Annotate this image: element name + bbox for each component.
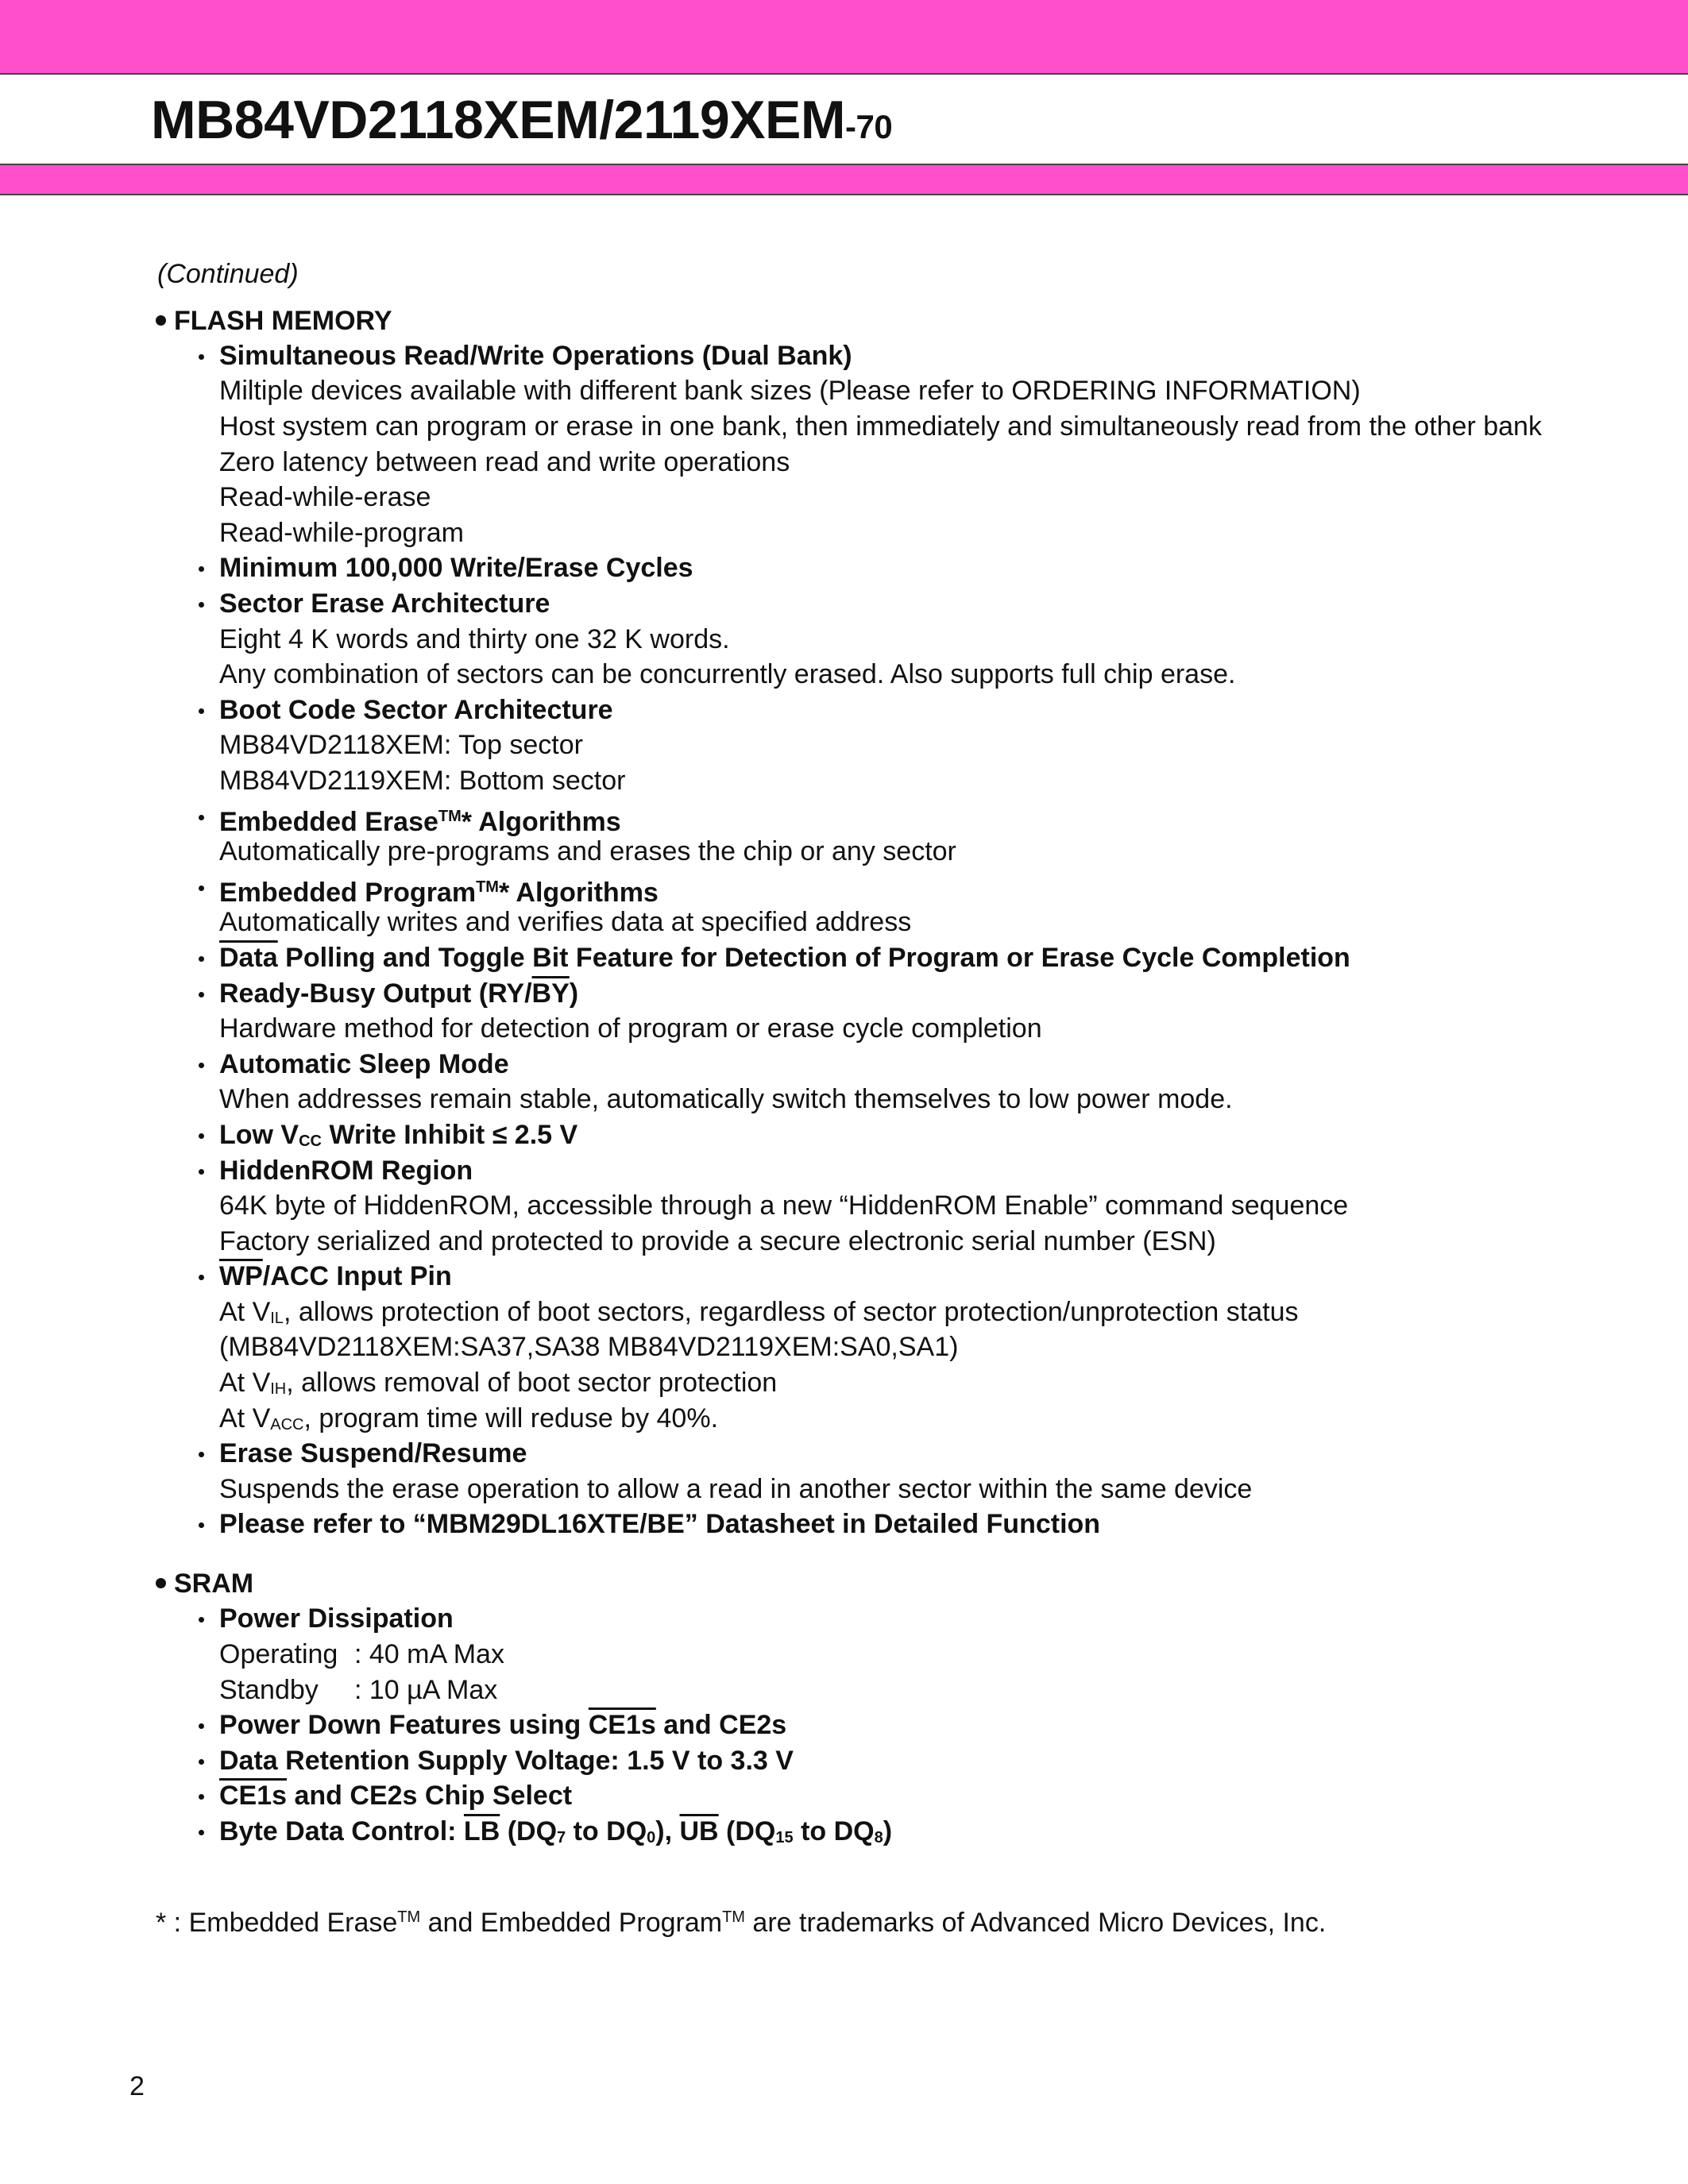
feature-item: Erase Suspend/Resume	[199, 1436, 506, 1472]
bullet-icon	[199, 1063, 204, 1068]
feature-item: Data Retention Supply Voltage: 1.5 V to 3.3 V	[199, 1743, 773, 1779]
bullet-icon	[199, 1759, 204, 1765]
section-heading-sram: SRAM	[156, 1566, 253, 1602]
feature-desc: Zero latency between read and write operations	[219, 447, 790, 477]
feature-desc: Automatically writes and verifies data at specified address	[219, 907, 912, 937]
feature-item: Data Polling and Toggle Bit Feature for Detection of Program or Erase Cycle Completion	[199, 940, 1330, 976]
feature-item: Low $V_{CC}$ Write Inhibit ≤ 2.5 V	[199, 1117, 557, 1160]
bullet-icon	[199, 956, 204, 962]
feature-item: Minimum 100,000 Write/Erase Cycles	[199, 550, 673, 586]
feature-item: Automatic Sleep Mode	[199, 1047, 489, 1082]
bullet-icon	[199, 708, 204, 714]
feature-desc: At $V_{ACC}$, program time will reduse by 40%.	[219, 1403, 719, 1433]
page-number: 2	[129, 2071, 145, 2101]
feature-item: Power Down Features using CE1s and CE2s	[199, 1707, 766, 1743]
feature-item: Embedded Program™* Algorithms	[199, 870, 638, 911]
bullet-icon	[199, 1275, 204, 1280]
feature-desc: 64K byte of HiddenROM, accessible through a new “HiddenROM Enable” command sequence	[219, 1190, 1349, 1221]
bullet-icon	[199, 1830, 204, 1835]
bullet-icon	[156, 315, 166, 326]
feature-desc: (MB84VD2118XEM:SA37,SA38 MB84VD2119XEM:SA0,SA1)	[219, 1332, 959, 1362]
bullet-icon	[199, 1723, 204, 1729]
feature-desc: Factory serialized and protected to provide a secure electronic serial number (ESN)	[219, 1226, 1216, 1256]
bullet-icon	[199, 1617, 204, 1623]
page-title: MB84VD2118XEM/2119XEM-70	[151, 90, 893, 150]
bullet-icon	[199, 566, 204, 572]
header-band-bottom	[0, 164, 1688, 195]
bullet-icon	[199, 1794, 204, 1800]
bullet-icon	[199, 1133, 204, 1139]
feature-desc: MB84VD2118XEM: Top sector	[219, 730, 583, 760]
feature-item: Embedded Erase™* Algorithms	[199, 799, 601, 840]
feature-desc: Miltiple devices available with different bank sizes (Please refer to ORDERING INFORMATION)	[219, 376, 1361, 406]
feature-item: Power Dissipation	[199, 1601, 433, 1637]
footnote: * : Embedded Erase™ and Embedded Program™ are trademarks of Advanced Micro Devices, Inc.	[156, 1908, 1327, 1938]
feature-desc: MB84VD2119XEM: Bottom sector	[219, 766, 626, 796]
feature-desc: Hardware method for detection of program or erase cycle completion	[219, 1013, 1042, 1044]
feature-desc: Any combination of sectors can be concurrently erased. Also supports full chip erase.	[219, 659, 1236, 689]
bullet-icon	[199, 886, 204, 891]
feature-desc: Standby : 10 µA Max	[219, 1675, 498, 1705]
bullet-icon	[199, 815, 204, 820]
bullet-icon	[199, 992, 204, 997]
bullet-icon	[199, 1522, 204, 1528]
feature-desc: Automatically pre-programs and erases the chip or any sector	[219, 836, 956, 866]
feature-desc: At $V_{IH}$, allows removal of boot sector protection	[219, 1368, 778, 1398]
section-heading-flash: FLASH MEMORY	[156, 303, 392, 339]
feature-item: Byte Data Control: $\overline{LB}$ ($DQ_7$ to $DQ_0$), $\overline{UB}$ ($DQ_{15}$ to $DQ_8$)	[199, 1814, 871, 1856]
feature-item: $\overline{WP}$/ACC Input Pin	[199, 1259, 431, 1295]
bullet-icon	[199, 1452, 204, 1457]
feature-desc: At $V_{IL}$, allows protection of boot sectors, regardless of sector protection/unprotection status	[219, 1297, 1299, 1327]
feature-desc: Host system can program or erase in one bank, then immediately and simultaneously read from the other bank	[219, 411, 1542, 442]
feature-item: CE1s and CE2s Chip Select	[199, 1778, 551, 1814]
header-band-top	[0, 0, 1688, 75]
speed-suffix: -70	[845, 108, 893, 145]
feature-desc: Read-while-erase	[219, 482, 431, 512]
feature-item: Boot Code Sector Architecture	[199, 693, 593, 728]
continued-label: (Continued)	[157, 259, 299, 289]
feature-desc: Eight 4 K words and thirty one 32 K words.	[219, 624, 730, 654]
feature-item: Simultaneous Read/Write Operations (Dual Bank)	[199, 338, 832, 374]
bullet-icon	[156, 1578, 166, 1588]
feature-desc: When addresses remain stable, automatically switch themselves to low power mode.	[219, 1084, 1233, 1114]
feature-desc: Read-while-program	[219, 518, 465, 548]
feature-item: Please refer to “MBM29DL16XTE/BE” Datasheet in Detailed Function	[199, 1507, 1080, 1542]
bullet-icon	[199, 1169, 204, 1175]
feature-item: Ready-Busy Output $(RY/\overline{BY})$	[199, 976, 558, 1012]
feature-item: Sector Erase Architecture	[199, 586, 529, 622]
bullet-icon	[199, 354, 204, 360]
feature-item: HiddenROM Region	[199, 1153, 452, 1189]
bullet-icon	[199, 602, 204, 608]
feature-desc: Suspends the erase operation to allow a read in another sector within the same device	[219, 1474, 1253, 1504]
feature-desc: Operating : 40 mA Max	[219, 1639, 504, 1669]
